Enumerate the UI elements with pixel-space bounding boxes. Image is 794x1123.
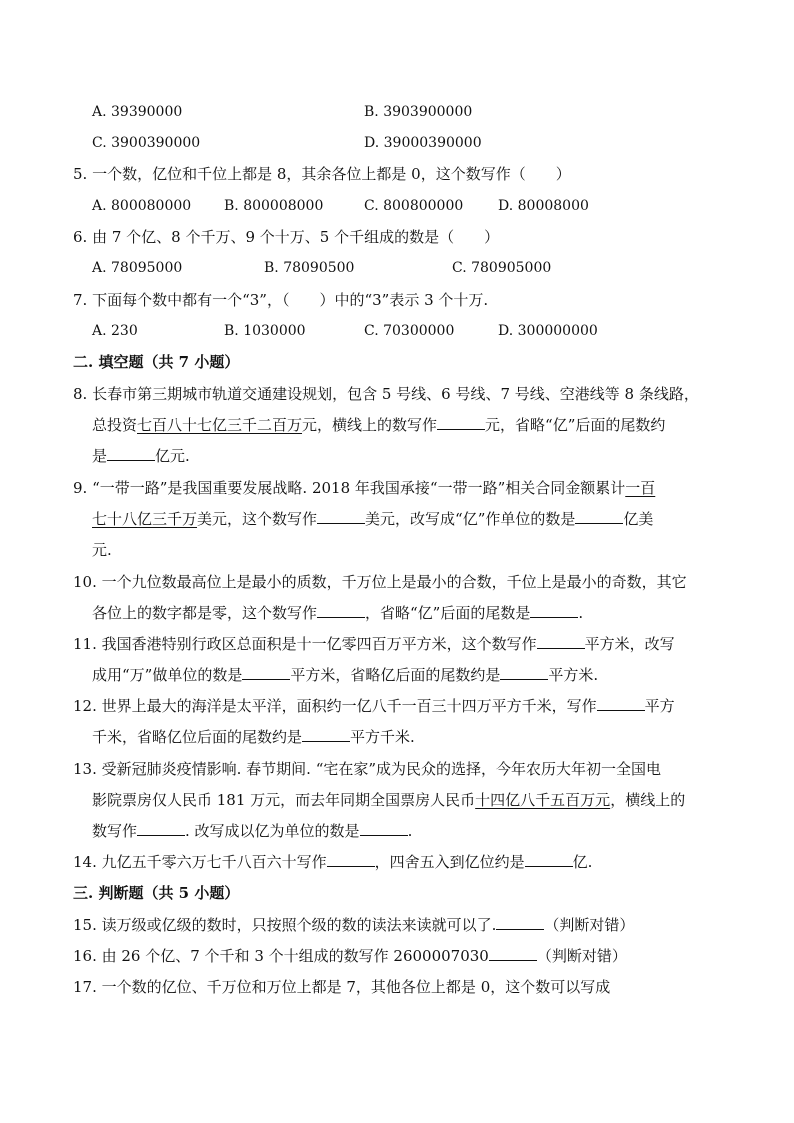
q9-underlined-amount-end: 七十八亿三千万 (92, 510, 198, 528)
q6-option-b: B. 78090500 (264, 260, 355, 276)
q4-option-b: B. 3903900000 (364, 104, 473, 120)
q13-blank-2[interactable] (360, 821, 408, 836)
q8-blank-2[interactable] (107, 446, 155, 461)
q7-text: 7. 下面每个数中都有一个“3”，（ ）中的“3”表示 3 个十万. (73, 291, 489, 309)
q13-line-2: 影院票房仅人民币 181 万元，而去年同期全国票房人民币十四亿八千五百万元，横线上的 (92, 791, 686, 809)
q13-line-1: 13. 受新冠肺炎疫情影响. 春节期间. “宅在家”成为民众的选择，今年农历大年初一全国电 (73, 760, 662, 778)
q5-option-a: A. 800080000 (92, 198, 192, 214)
q4-option-d: D. 39000390000 (364, 135, 482, 151)
q12-line-2: 千米，省略亿位后面的尾数约是 平方千米. (92, 728, 415, 746)
q9-line-1: 9. “一带一路”是我国重要发展战略. 2018 年我国承接“一带一路”相关合同金额累计一百 (73, 479, 656, 497)
q10-line-2: 各位上的数字都是零，这个数写作 ，省略“亿”后面的尾数是 . (92, 604, 584, 622)
q14-blank-2[interactable] (525, 852, 573, 867)
q7-option-b: B. 1030000 (224, 323, 306, 339)
q14-blank-1[interactable] (327, 852, 375, 867)
q11-blank-3[interactable] (500, 665, 548, 680)
q8-line-3: 是 亿元. (92, 447, 190, 465)
q9-blank-1[interactable] (317, 509, 365, 524)
q11-line-2: 成用“万”做单位的数是 平方米，省略亿后面的尾数约是 平方米. (92, 666, 599, 684)
q6-text: 6. 由 7 个亿、8 个千万、9 个十万、5 个千组成的数是（ ） (73, 228, 500, 246)
q8-blank-1[interactable] (437, 415, 485, 430)
q13-line-3: 数写作 . 改写成以亿为单位的数是 . (92, 822, 413, 840)
q13-blank-1[interactable] (137, 821, 185, 836)
q5-option-b: B. 800008000 (224, 198, 324, 214)
q9-line-3: 元. (92, 541, 112, 559)
q12-blank-1[interactable] (597, 696, 645, 711)
q16-line: 16. 由 26 个亿、7 个千和 3 个十组成的数写作 2600007030 （判断对错） (73, 947, 627, 965)
section-judgement-title: 三. 判断题（共 5 小题） (73, 884, 240, 902)
q12-line-1: 12. 世界上最大的海洋是太平洋，面积约一亿八千一百三十四万平方千米，写作 平方 (73, 697, 675, 715)
q5-option-c: C. 800800000 (364, 198, 464, 214)
q10-blank-2[interactable] (530, 603, 578, 618)
q11-line-1: 11. 我国香港特别行政区总面积是十一亿零四百万平方米，这个数写作 平方米，改写 (73, 635, 675, 653)
q11-blank-1[interactable] (537, 634, 585, 649)
q8-underlined-amount: 七百八十七亿三千二百万 (137, 416, 303, 434)
q17-line: 17. 一个数的亿位、千万位和万位上都是 7，其他各位上都是 0，这个数可以写成 (73, 978, 611, 996)
q7-option-d: D. 300000000 (498, 323, 598, 339)
q7-option-c: C. 70300000 (364, 323, 455, 339)
q7-option-a: A. 230 (92, 323, 138, 339)
q12-blank-2[interactable] (302, 727, 350, 742)
q4-option-a: A. 39390000 (92, 104, 183, 120)
q15-line: 15. 读万级或亿级的数时，只按照个级的数的读法来读就可以了. （判断对错） (73, 916, 635, 934)
q6-option-a: A. 78095000 (92, 260, 183, 276)
q16-blank[interactable] (489, 946, 537, 961)
q10-blank-1[interactable] (317, 603, 365, 618)
section-fill-in-title: 二. 填空题（共 7 小题） (73, 353, 240, 371)
q8-line-2: 总投资七百八十七亿三千二百万元，横线上的数写作 元，省略“亿”后面的尾数约 (92, 416, 666, 434)
q9-line-2: 七十八亿三千万美元，这个数写作 美元，改写成“亿”作单位的数是 亿美 (92, 510, 654, 528)
q11-blank-2[interactable] (242, 665, 290, 680)
q5-option-d: D. 80008000 (498, 198, 589, 214)
q5-text: 5. 一个数，亿位和千位上都是 8，其余各位上都是 0，这个数写作（ ） (73, 165, 571, 183)
q6-option-c: C. 780905000 (452, 260, 552, 276)
q10-line-1: 10. 一个九位数最高位上是最小的质数，千万位上是最小的合数，千位上是最小的奇数，其它 (73, 573, 687, 591)
q13-underlined-amount: 十四亿八千五百万元 (475, 791, 611, 809)
q9-underlined-amount-start: 一百 (625, 479, 656, 497)
q9-blank-2[interactable] (575, 509, 623, 524)
q14-line: 14. 九亿五千零六万七千八百六十写作 ，四舍五入到亿位约是 亿. (73, 853, 593, 871)
q15-blank[interactable] (496, 915, 544, 930)
q8-line-1: 8. 长春市第三期城市轨道交通建设规划，包含 5 号线、6 号线、7 号线、空港线等 8 条线路， (73, 385, 699, 403)
q4-option-c: C. 3900390000 (92, 135, 201, 151)
